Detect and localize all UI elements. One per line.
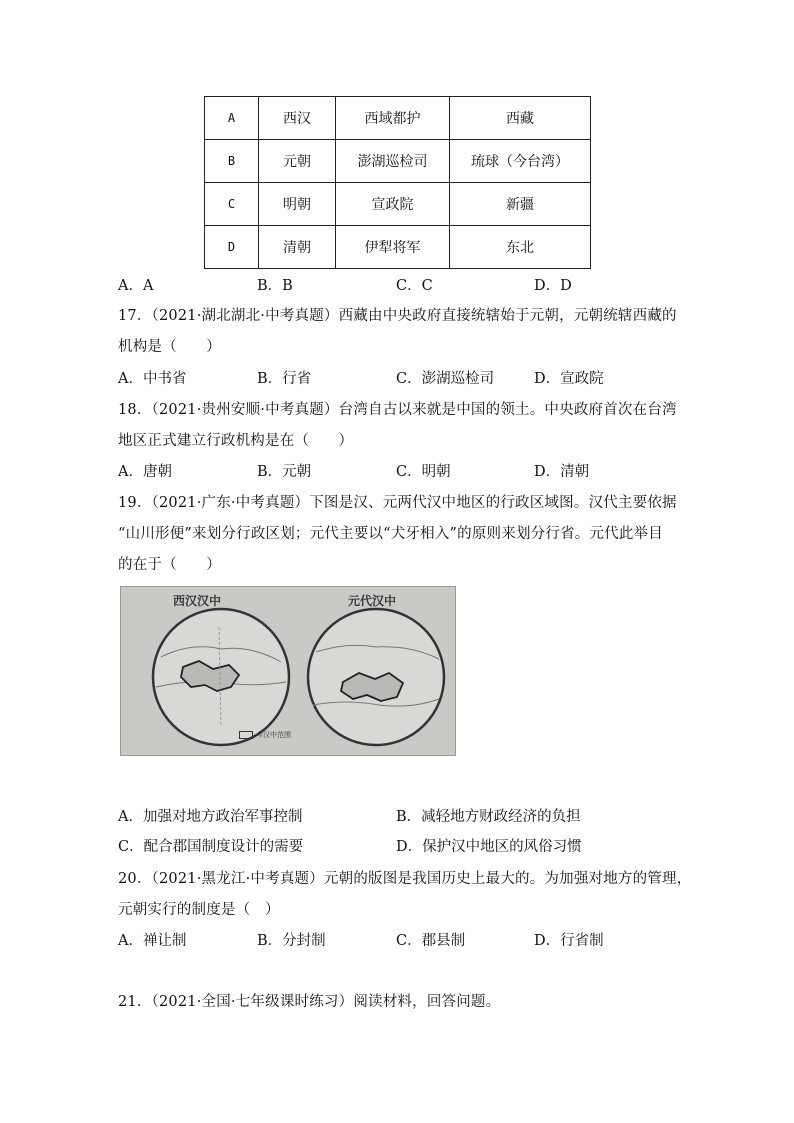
option-d[interactable]: D．保护汉中地区的风俗习惯 <box>396 839 582 855</box>
map-title-yuan: 元代汉中 <box>348 594 397 608</box>
option-d[interactable]: D．行省制 <box>534 933 604 949</box>
q20-stem-line2: 元朝实行的制度是（ ） <box>118 902 280 918</box>
table-cell: D <box>205 226 259 269</box>
table-row <box>205 226 591 269</box>
map-legend-label: 今汉中范围 <box>256 731 291 739</box>
q20-stem-line1: 20．（2021·黑龙江·中考真题）元朝的版图是我国历史上最大的。为加强对地方的管理， <box>118 871 692 887</box>
q18-stem-line1: 18．（2021·贵州安顺·中考真题）台湾自古以来就是中国的领土。中央政府首次在台湾 <box>118 402 677 418</box>
table-cell: C <box>205 183 259 226</box>
table-cell: A <box>205 97 259 140</box>
option-c[interactable]: C．澎湖巡检司 <box>396 371 495 387</box>
table-cell: 元朝 <box>259 140 336 183</box>
table-row <box>205 97 591 140</box>
table-cell: 西域都护 <box>336 97 450 140</box>
hanzhong-region <box>341 673 403 701</box>
option-c[interactable]: C．郡县制 <box>396 933 466 949</box>
option-a[interactable]: A．A <box>118 278 154 294</box>
q18-stem-line2: 地区正式建立行政机构是在（ ） <box>118 433 354 449</box>
map-title-west-han: 西汉汉中 <box>173 594 222 608</box>
option-b[interactable]: B．行省 <box>257 371 312 387</box>
table-cell: B <box>205 140 259 183</box>
q19-stem-line3: 的在于（ ） <box>118 557 221 573</box>
options-table <box>204 96 591 269</box>
q19-stem-line1: 19．（2021·广东·中考真题）下图是汉、元两代汉中地区的行政区域图。汉代主要依据 <box>118 495 677 511</box>
q21-stem-line1: 21．（2021·全国·七年级课时练习）阅读材料，回答问题。 <box>118 994 501 1010</box>
option-c[interactable]: C．C <box>396 278 433 294</box>
option-b[interactable]: B．元朝 <box>257 464 312 480</box>
option-a[interactable]: A．唐朝 <box>118 464 172 480</box>
table-cell: 明朝 <box>259 183 336 226</box>
option-c[interactable]: C．明朝 <box>396 464 451 480</box>
option-a[interactable]: A．加强对地方政治军事控制 <box>118 809 303 825</box>
hanzhong-map-figure <box>120 586 456 756</box>
option-b[interactable]: B．减轻地方财政经济的负担 <box>396 809 581 825</box>
option-d[interactable]: D．D <box>534 278 572 294</box>
map-legend <box>239 730 291 740</box>
option-d[interactable]: D．宣政院 <box>534 371 604 387</box>
table-cell: 清朝 <box>259 226 336 269</box>
table-row <box>205 140 591 183</box>
table-cell: 宣政院 <box>336 183 450 226</box>
table-cell: 西汉 <box>259 97 336 140</box>
table-cell: 伊犁将军 <box>336 226 450 269</box>
table-cell: 东北 <box>450 226 591 269</box>
table-cell: 新疆 <box>450 183 591 226</box>
table-row <box>205 183 591 226</box>
right-map-circle <box>308 609 444 745</box>
q17-stem-line2: 机构是（ ） <box>118 339 221 355</box>
option-a[interactable]: A．中书省 <box>118 371 187 387</box>
option-b[interactable]: B．B <box>257 278 293 294</box>
table-cell: 澎湖巡检司 <box>336 140 450 183</box>
option-a[interactable]: A．禅让制 <box>118 933 187 949</box>
table-cell: 西藏 <box>450 97 591 140</box>
q17-stem-line1: 17．（2021·湖北湖北·中考真题）西藏由中央政府直接统辖始于元朝，元朝统辖西藏的 <box>118 308 677 324</box>
table-cell: 琉球（今台湾） <box>450 140 591 183</box>
option-d[interactable]: D．清朝 <box>534 464 590 480</box>
option-b[interactable]: B．分封制 <box>257 933 326 949</box>
option-c[interactable]: C．配合郡国制度设计的需要 <box>118 839 304 855</box>
q19-stem-line2: “山川形便”来划分行政区划；元代主要以“犬牙相入”的原则来划分行省。元代此举目 <box>118 526 663 542</box>
legend-box-icon <box>239 731 253 739</box>
